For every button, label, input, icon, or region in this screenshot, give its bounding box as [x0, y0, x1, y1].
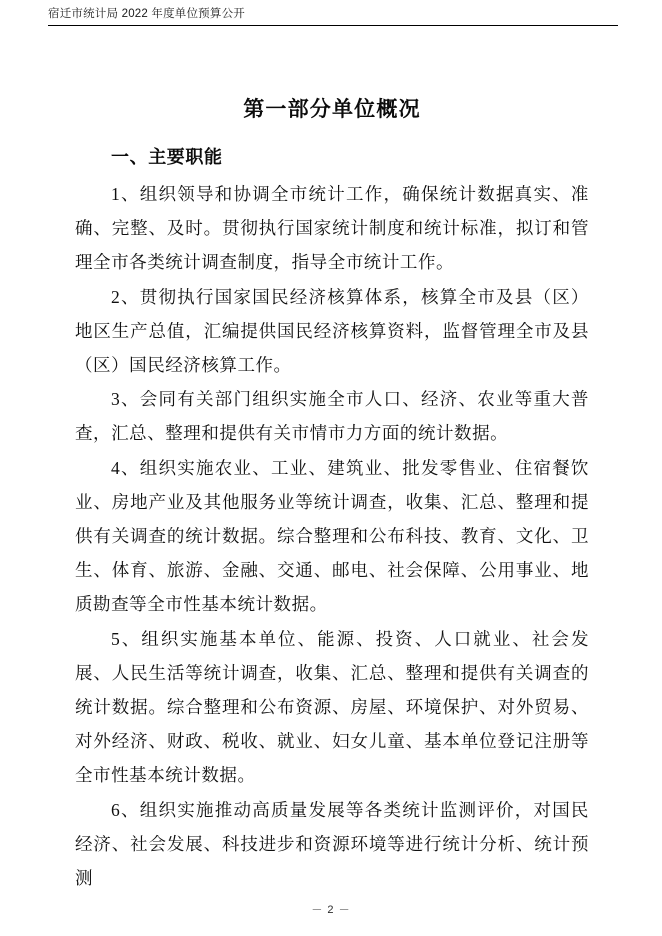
section-heading-main-duties: 一、主要职能	[111, 147, 223, 167]
body-paragraph: 3、会同有关部门组织实施全市人口、经济、农业等重大普查，汇总、整理和提供有关市情市力方面的统计数据。	[75, 389, 589, 444]
running-header-title: 宿迁市统计局 2022 年度单位预算公开	[48, 8, 245, 20]
footer-page-number: － 2 －	[311, 904, 351, 916]
body-paragraph: 1、组织领导和协调全市统计工作，确保统计数据真实、准确、完整、及时。贯彻执行国家统计制度和统计标准，拟订和管理全市各类统计调查制度，指导全市统计工作。	[75, 184, 589, 273]
page-title: 第一部分单位概况	[243, 97, 421, 121]
body-paragraph: 6、组织实施推动高质量发展等各类统计监测评价，对国民经济、社会发展、科技进步和资源环境等进行统计分析、统计预测	[75, 799, 589, 889]
body-paragraph: 2、贯彻执行国家国民经济核算体系，核算全市及县（区）地区生产总值，汇编提供国民经济核算资料，监督管理全市及县（区）国民经济核算工作。	[75, 286, 589, 376]
body-paragraph: 4、组织实施农业、工业、建筑业、批发零售业、住宿餐饮业、房地产业及其他服务业等统计调查，收集、汇总、整理和提供有关调查的统计数据。综合整理和公布科技、教育、文化、卫生、体育、旅游、金融、交通、邮电、社会保障、公用事业、地质勘查等全市性基本统计数据。	[75, 457, 589, 615]
page-footer	[0, 900, 662, 918]
document-body	[75, 92, 589, 895]
header-divider-rule	[48, 25, 618, 26]
running-header	[48, 7, 618, 27]
body-paragraph: 5、组织实施基本单位、能源、投资、人口就业、社会发展、人民生活等统计调查，收集、汇总、整理和提供有关调查的统计数据。综合整理和公布资源、房屋、环境保护、对外贸易、对外经济、财政、税收、就业、妇女儿童、基本单位登记注册等全市性基本统计数据。	[75, 628, 589, 786]
